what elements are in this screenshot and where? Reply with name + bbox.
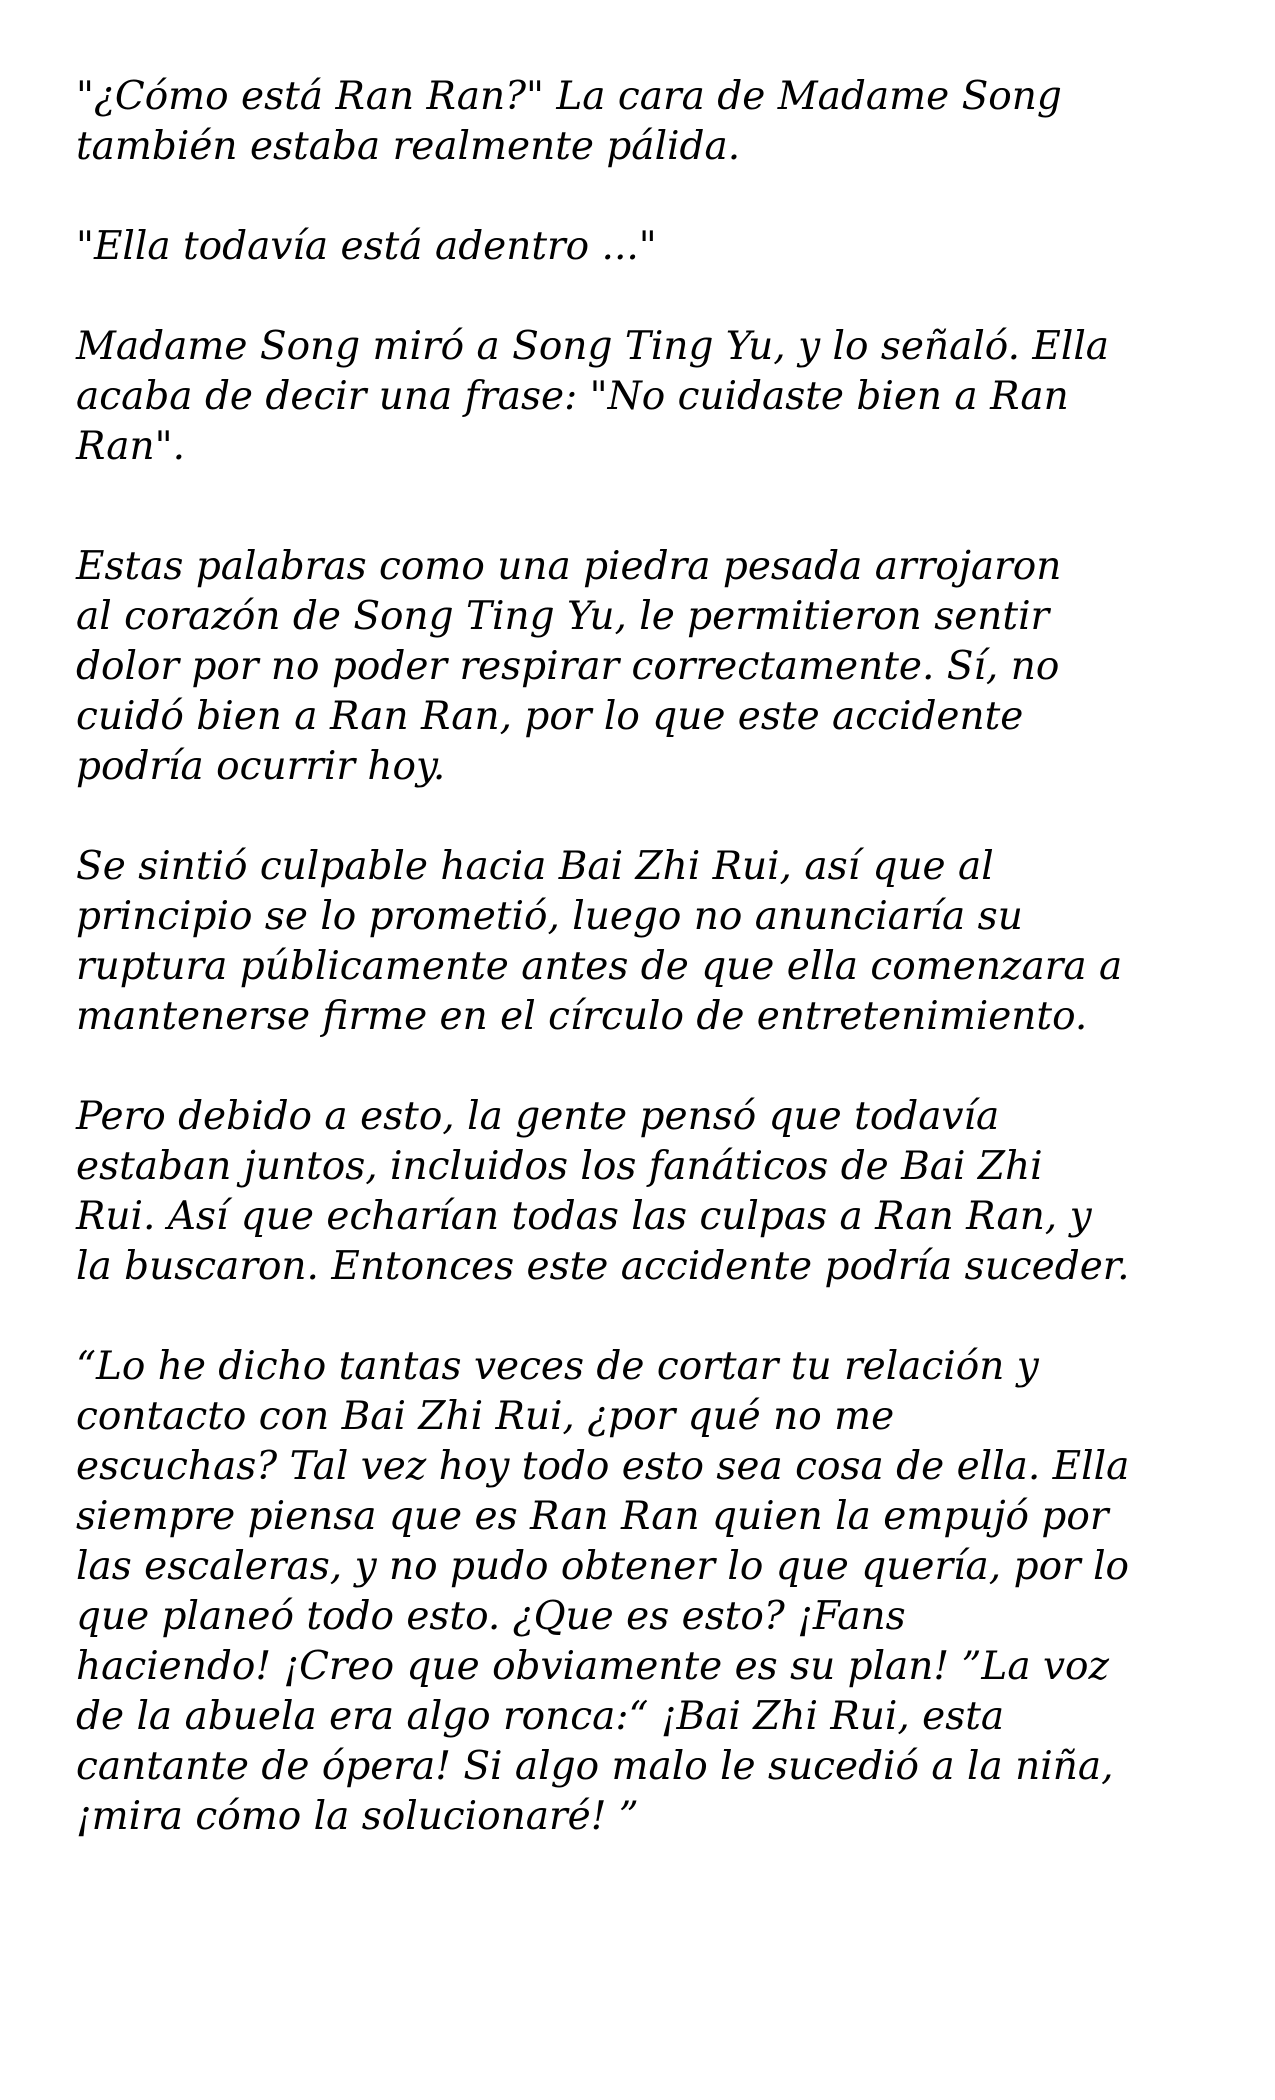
- paragraph-2: "Ella todavía está adentro ...": [76, 224, 657, 269]
- paragraph-3: Madame Song miró a Song Ting Yu, y lo señaló. Ella acaba de decir una frase: "No cuidaste bien a Ran Ran".: [76, 324, 1110, 469]
- paragraph-6: Pero debido a esto, la gente pensó que todavía estaban juntos, incluidos los fanáticos de Bai Zhi Rui. Así que echarían todas las culpas a Ran Ran, y la buscaron. Entonces este accidente podría suceder.: [76, 1094, 1130, 1289]
- paragraph-4: Estas palabras como una piedra pesada arrojaron al corazón de Song Ting Yu, le permitieron sentir dolor por no poder respirar correctamente. Sí, no cuidó bien a Ran Ran, por lo que este accidente podría ocurrir hoy.: [76, 544, 1062, 789]
- document-page: [76, 72, 1206, 1892]
- paragraph-1: "¿Cómo está Ran Ran?" La cara de Madame Song también estaba realmente pálida.: [76, 74, 1062, 169]
- paragraph-7: “Lo he dicho tantas veces de cortar tu relación y contacto con Bai Zhi Rui, ¿por qué no me escuchas? Tal vez hoy todo esto sea cosa de ella. Ella siempre piensa que es Ran Ran quien la empujó por las escaleras, y no pudo obtener lo que quería, por lo que planeó todo esto. ¿Que es esto? ¡Fans haciendo! ¡Creo que obviamente es su plan! ”La voz de la abuela era algo ronca:“ ¡Bai Zhi Rui, esta cantante de ópera! Si algo malo le sucedió a la niña, ¡mira cómo la solucionaré! ”: [76, 1344, 1130, 1839]
- paragraph-5: Se sintió culpable hacia Bai Zhi Rui, así que al principio se lo prometió, luego no anunciaría su ruptura públicamente antes de que ella comenzara a mantenerse firme en el círculo de entretenimiento.: [76, 844, 1123, 1039]
